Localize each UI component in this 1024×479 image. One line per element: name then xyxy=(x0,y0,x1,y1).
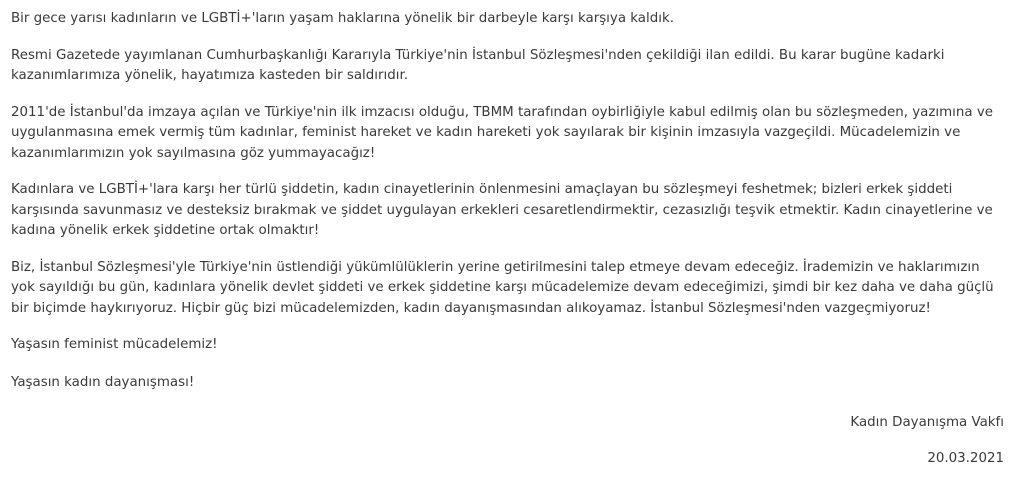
paragraph-1: Bir gece yarısı kadınların ve LGBTİ+'ların yaşam haklarına yönelik bir darbeyle karşı karşıya kaldık. xyxy=(11,11,674,26)
paragraph-3: 2011'de İstanbul'da imzaya açılan ve Türkiye'nin ilk imzacısı olduğu, TBMM tarafından oybirliğiyle kabul edilmiş olan bu sözleşmeden, yazımına ve uygulanmasına emek vermiş tüm kadınlar, feminist hareket ve kadın hareketi yok sayılarak bir kişinin imzasıyla vazgeçildi. Mücadelemizin ve kazanımlarımızın yok sayılmasına göz yummayacağız! xyxy=(11,104,994,161)
paragraph-4: Kadınlara ve LGBTİ+'lara karşı her türlü şiddetin, kadın cinayetlerinin önlenmesini amaçlayan bu sözleşmeyi feshetmek; bizleri erkek şiddeti karşısında savunmasız ve desteksiz bırakmak ve şiddet uygulayan erkekleri cesaretlendirmektir, cezasızlığı teşvik etmektir. Kadın cinayetlerine ve kadına yönelik erkek şiddetine ortak olmaktır! xyxy=(11,182,993,238)
paragraph-2: Resmi Gazetede yayımlanan Cumhurbaşkanlığı Kararıyla Türkiye'nin İstanbul Sözleşmesi'nden çekildiği ilan edildi. Bu karar bugüne kadarki kazanımlarımıza yönelik, hayatımıza kasteden bir saldırıdır. xyxy=(11,47,945,83)
signature: Kadın Dayanışma Vakfı xyxy=(850,415,1004,430)
closing-line-2: Yaşasın kadın dayanışması! xyxy=(11,374,195,390)
paragraph-5: Biz, İstanbul Sözleşmesi'yle Türkiye'nin üstlendiği yükümlülüklerin yerine getirilmesini talep etmeye devam edeceğiz. İrademizin ve haklarımızın yok sayıldığı bu gün, kadınlara yönelik devlet şiddeti ve erkek şiddetine karşı mücadelemize devam edeceğimizi, şimdi bir kez daha ve daha güçlü bir biçimde haykırıyoruz. Hiçbir güç bizi mücadelemizden, kadın dayanışmasından alıkoyamaz. İstanbul Sözleşmesi'nden vazgeçmiyoruz! xyxy=(11,259,994,316)
statement-date: 20.03.2021 xyxy=(927,450,1004,466)
closing-line-1: Yaşasın feminist mücadelemiz! xyxy=(11,337,218,352)
